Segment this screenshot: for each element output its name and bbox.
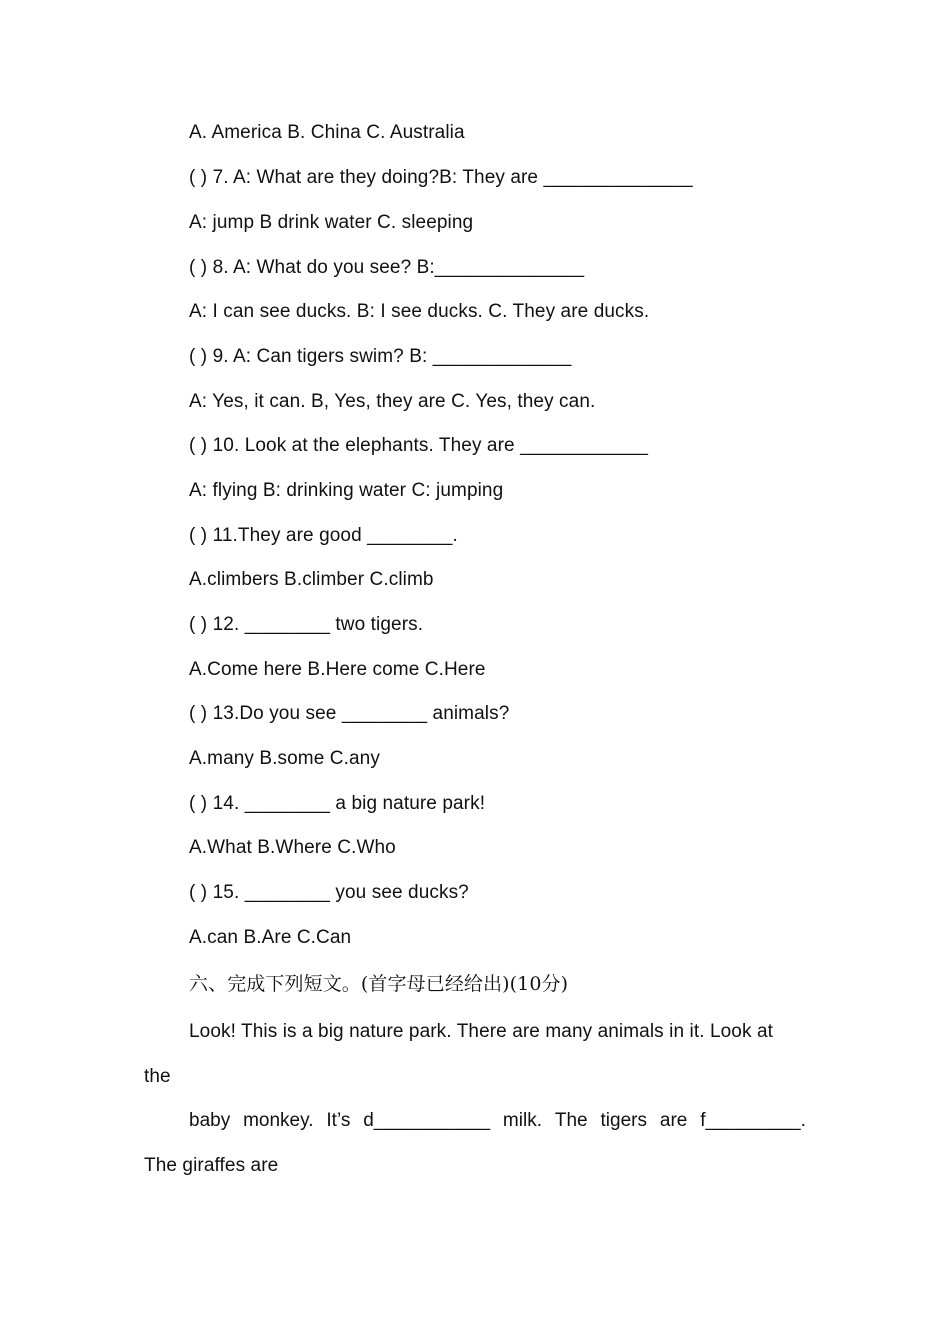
q14-options: A.What B.Where C.Who	[189, 837, 396, 858]
blank-d: d___________	[363, 1110, 491, 1131]
passage-line-2	[189, 1109, 806, 1133]
question-8: ( ) 8. A: What do you see? B:______________	[189, 257, 585, 278]
passage-word: baby	[189, 1110, 231, 1131]
passage-word: It’s	[326, 1110, 351, 1131]
q15-options: A.can B.Are C.Can	[189, 927, 352, 948]
q12-options: A.Come here B.Here come C.Here	[189, 659, 486, 680]
q6-options: A. America B. China C. Australia	[189, 122, 465, 143]
blank-f: f_________.	[700, 1110, 806, 1131]
q10-options: A: flying B: drinking water C: jumping	[189, 480, 504, 501]
section-six-heading: 六、完成下列短文。(首字母已经给出)(10分)	[189, 973, 569, 995]
question-13: ( ) 13.Do you see ________ animals?	[189, 703, 510, 724]
passage-line-1: Look! This is a big nature park. There are many animals in it. Look at	[189, 1021, 773, 1042]
passage-word: tigers	[600, 1110, 647, 1131]
passage-word: The	[554, 1110, 588, 1131]
passage-word: monkey.	[243, 1110, 314, 1131]
q9-options: A: Yes, it can. B, Yes, they are C. Yes, they can.	[189, 391, 596, 412]
passage-word: are	[659, 1110, 688, 1131]
passage-word: milk.	[502, 1110, 542, 1131]
passage-line-2-continued: The giraffes are	[144, 1155, 279, 1176]
question-15: ( ) 15. ________ you see ducks?	[189, 882, 469, 903]
question-11: ( ) 11.They are good ________.	[189, 525, 458, 546]
question-14: ( ) 14. ________ a big nature park!	[189, 793, 486, 814]
q11-options: A.climbers B.climber C.climb	[189, 569, 434, 590]
question-12: ( ) 12. ________ two tigers.	[189, 614, 424, 635]
question-7: ( ) 7. A: What are they doing?B: They are ______________	[189, 167, 693, 188]
q7-options: A: jump B drink water C. sleeping	[189, 212, 474, 233]
q8-options: A: I can see ducks. B: I see ducks. C. They are ducks.	[189, 301, 650, 322]
passage-line-1-continued: the	[144, 1066, 171, 1087]
question-10: ( ) 10. Look at the elephants. They are ____________	[189, 435, 649, 456]
q13-options: A.many B.some C.any	[189, 748, 380, 769]
question-9: ( ) 9. A: Can tigers swim? B: _____________	[189, 346, 572, 367]
